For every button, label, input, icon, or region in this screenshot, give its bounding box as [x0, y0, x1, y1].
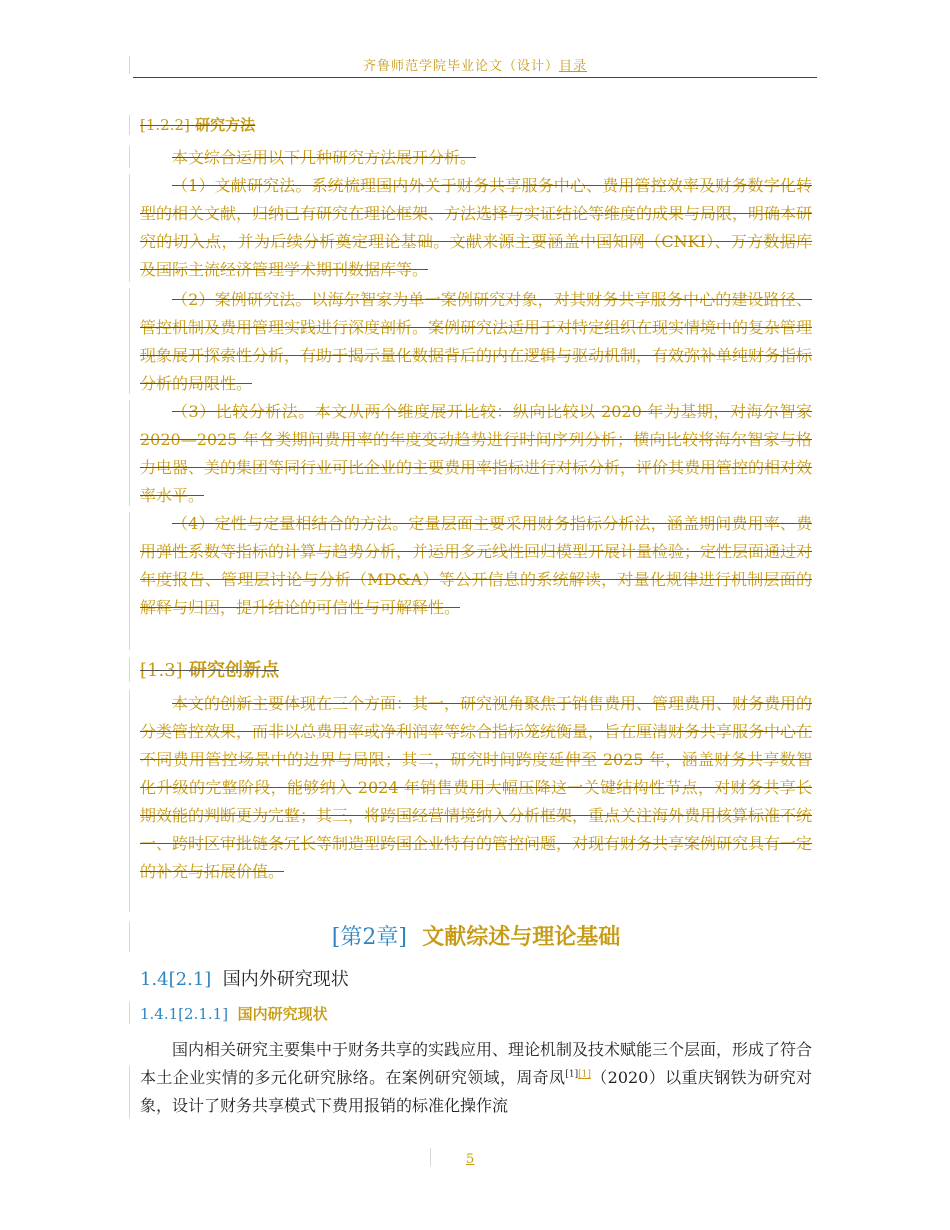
section-heading-1-2-2: [140, 114, 255, 136]
section-heading-2-1-1: [140, 1003, 328, 1025]
chapter-title: 文献综述与理论基础: [422, 924, 621, 950]
change-bar: [129, 56, 130, 74]
change-bar: [129, 115, 130, 135]
running-header: [133, 58, 817, 76]
paragraph-text: 国内相关研究主要集中于财务共享的实践应用、理论机制及技术赋能三个层面，形成了符合本土企业实情的多元化研究脉络。在案例研究领域，周奇凤: [140, 1040, 813, 1087]
citation-marker[interactable]: [1]: [565, 1069, 579, 1080]
page-number: 5: [466, 1152, 475, 1167]
chapter-number: [第2章]: [331, 925, 407, 950]
section-heading-1-3: [140, 658, 279, 684]
chapter-heading: [140, 922, 812, 953]
section-title: 研究创新点: [188, 660, 279, 681]
section-number: [1.2.2]: [140, 116, 190, 134]
section-number: [1.3]: [140, 660, 183, 681]
paragraph-mixed-method: （4）定性与定量相结合的方法。定量层面主要采用财务指标分析法，涵盖期间费用率、费用弹性系数等指标的计算与趋势分析，并运用多元线性回归模型开展计量检验；定性层面通过对年度报告、管理层讨论与分析（MD&A）等公开信息的系统解读，对量化规律进行机制层面的解释与归因，提升结论的可信性与可解释性。: [140, 514, 813, 617]
header-title: 齐鲁师范学院毕业论文（设计）: [362, 59, 559, 74]
paragraph-text: （2020）以重庆钢铁为研究对象，设计了财务共享模式下费用报销的标准化操作流: [140, 1068, 812, 1115]
paragraph-literature-method: （1）文献研究法。系统梳理国内外关于财务共享服务中心、费用管控效率及财务数字化转型的相关文献，归纳已有研究在理论框架、方法选择与实证结论等维度的成果与局限，明确本研究的切入点，并为后续分析奠定理论基础。文献来源主要涵盖中国知网（CNKI）、万方数据库及国际主流经济管理学术期刊数据库等。: [140, 176, 813, 279]
section-title: 国内研究现状: [237, 1005, 328, 1023]
citation-marker-inserted[interactable]: [1]: [578, 1069, 591, 1080]
header-rule: [133, 77, 817, 78]
section-number-new: 1.4.1: [140, 1005, 179, 1023]
section-title: 国内外研究现状: [222, 969, 349, 990]
section-number-old: [2.1]: [168, 969, 212, 990]
change-bar: [129, 400, 130, 506]
paragraph-case-method: （2）案例研究法。以海尔智家为单一案例研究对象，对其财务共享服务中心的建设路径、管控机制及费用管理实践进行深度剖析。案例研究法适用于对特定组织在现实情境中的复杂管理现象展开探索性分析，有助于揭示量化数据背后的内在逻辑与驱动机制，有效弥补单纯财务指标分析的局限性。: [140, 290, 813, 393]
change-bar: [129, 1066, 130, 1118]
change-bar: [129, 690, 130, 912]
section-number-old: [2.1.1]: [178, 1005, 229, 1023]
section-number-new: 1.4: [140, 969, 169, 990]
paragraph-domestic-research: [140, 1036, 812, 1120]
paragraph-comparison-method: （3）比较分析法。本文从两个维度展开比较：纵向比较以 2020 年为基期，对海尔智家 2020—2025 年各类期间费用率的年度变动趋势进行时间序列分析；横向比较将海尔智家与格力电器、美的集团等同行业可比企业的主要费用率指标进行对标分析，评价其费用管控的相对效率水平。: [140, 402, 813, 505]
change-bar: [129, 174, 130, 282]
section-title: 研究方法: [195, 116, 256, 134]
header-section-name: 目录: [559, 59, 588, 74]
change-bar: [430, 1148, 431, 1166]
change-bar: [129, 1002, 130, 1024]
change-bar: [129, 658, 130, 682]
paragraph-innovation: 本文的创新主要体现在三个方面：其一，研究视角聚焦于销售费用、管理费用、财务费用的分类管控效果，而非以总费用率或净利润率等综合指标笼统衡量，旨在厘清财务共享服务中心在不同费用管控场景中的边界与局限；其二，研究时间跨度延伸至 2025 年，涵盖财务共享数智化升级的完整阶段，能够纳入 2024 年销售费用大幅压降这一关键结构性节点，对财务共享长期效能的判断更为完整；其三，将跨国经营情境纳入分析框架，重点关注海外费用核算标准不统一、跨时区审批链条冗长等制造型跨国企业特有的管控问题，对现有财务共享案例研究具有一定的补充与拓展价值。: [140, 694, 813, 881]
change-bar: [129, 146, 130, 168]
change-bar: [129, 288, 130, 394]
section-heading-2-1: [140, 967, 349, 993]
paragraph-methods-intro: 本文综合运用以下几种研究方法展开分析。: [172, 148, 477, 167]
change-bar: [129, 512, 130, 650]
change-bar: [129, 922, 130, 952]
